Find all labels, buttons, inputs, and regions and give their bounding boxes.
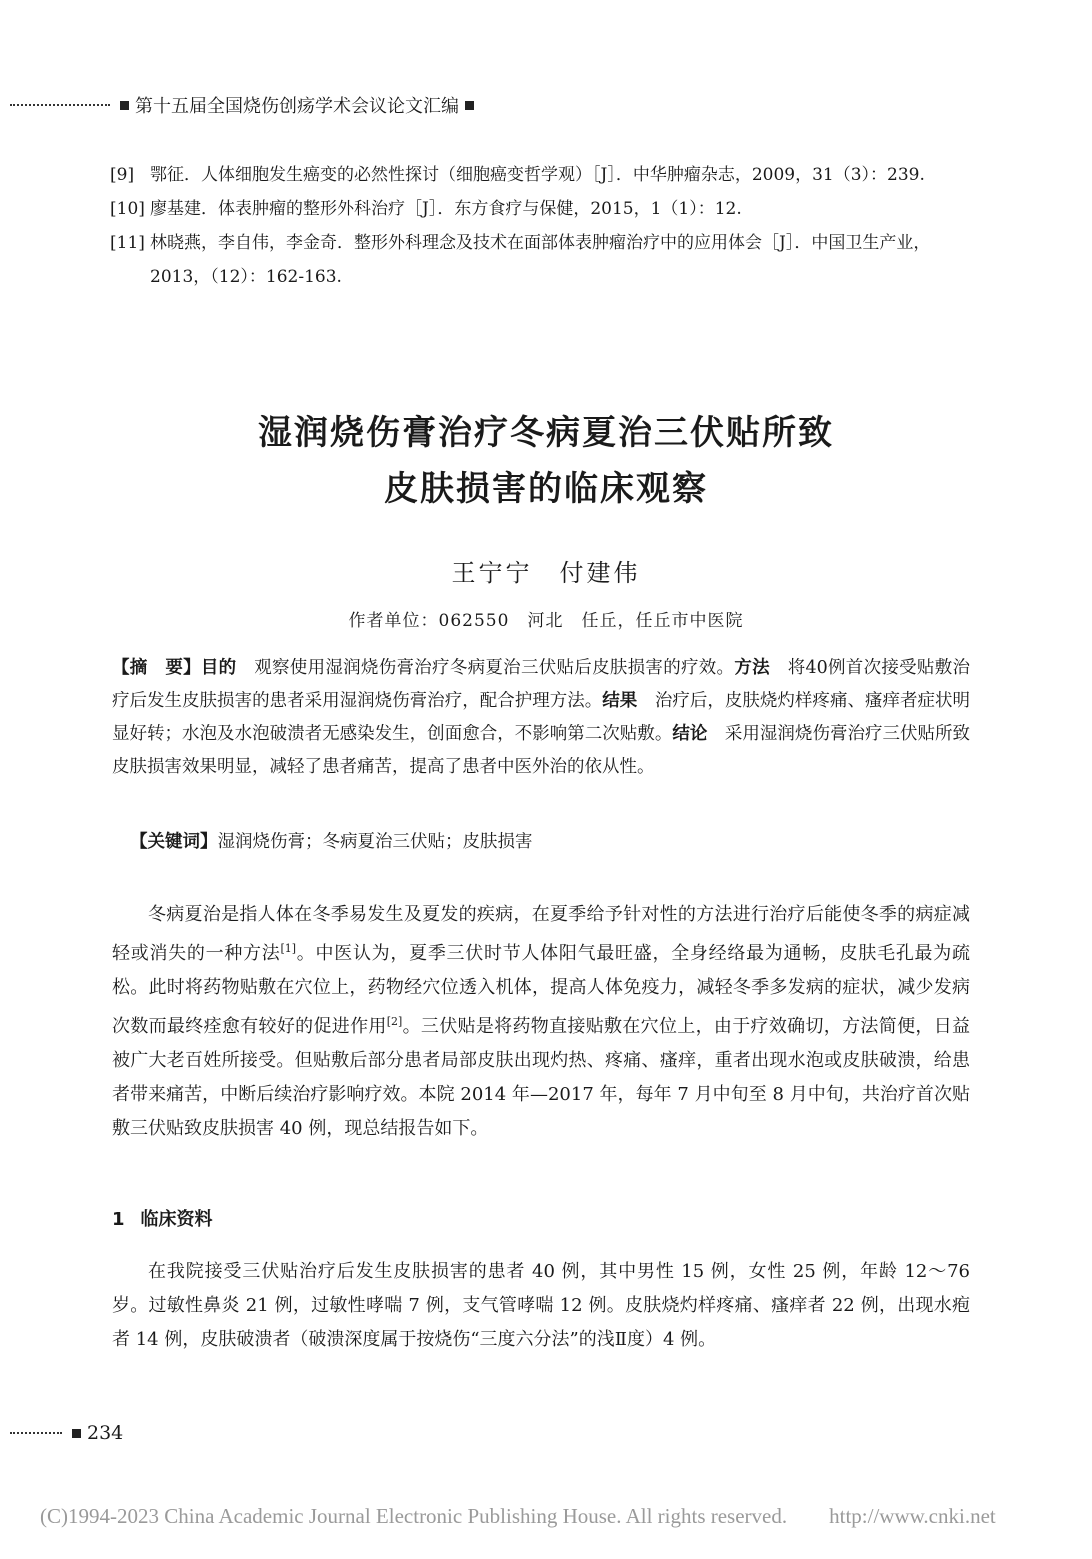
objective-text: 观察使用湿润烧伤膏治疗冬病夏治三伏贴后皮肤损害的疗效。 <box>254 658 735 678</box>
reference-text: 林晓燕，李自伟，李金奇．整形外科理念及技术在面部体表肿瘤治疗中的应用体会［J］．中国卫生产业，2013，（12）：162-163. <box>150 233 931 287</box>
running-header <box>10 92 480 118</box>
keywords-text: 湿润烧伤膏；冬病夏治三伏贴；皮肤损害 <box>217 832 533 852</box>
abstract <box>112 652 970 784</box>
section-heading <box>112 1205 229 1231</box>
keywords-label: 【关键词】 <box>130 832 218 852</box>
header-rule <box>10 104 110 106</box>
reference-number: [9] <box>110 165 135 185</box>
reference-number: [11] <box>110 233 145 253</box>
section-paragraph: 在我院接受三伏贴治疗后发生皮肤损害的患者 40 例，其中男性 15 例，女性 25 例，年龄 12～76 岁。过敏性鼻炎 21 例，过敏性哮喘 7 例，支气管哮喘 12 例。皮肤烧灼样疼痛、瘙痒者 22 例，出现水疱者 14 例，皮肤破溃者（破溃深度属于按烧伤“三度六分法”的浅Ⅱ度）4 例。 <box>112 1261 970 1350</box>
reference-item <box>110 158 970 192</box>
reference-item <box>110 192 970 226</box>
copyright-notice: (C)1994-2023 China Academic Journal Electronic Publishing House. All rights reserved. http://www.cnki.net <box>40 1504 996 1528</box>
intro-text: 。中医认为，夏季三伏时节人体阳气最旺盛，全身经络最为通畅，皮肤毛孔最为疏松。此时将药物贴敷在穴位上，药物经穴位透入机体，提高人体免疫力，减轻冬季多发病的症状，减少发病次数而最终痊愈有较好的促进作用 <box>112 943 970 1037</box>
conclusion-text: 采用湿润烧伤膏治疗三伏贴所致皮肤损害效果明显，减轻了患者痛苦，提高了患者中医外治的依从性。 <box>112 724 971 777</box>
abstract-label: 【摘 要】 <box>112 658 201 678</box>
reference-item <box>110 226 970 294</box>
methods-text: 将40例首次接受贴敷治疗后发生皮肤损害的患者采用湿润烧伤膏治疗，配合护理方法。 <box>112 658 970 711</box>
results-label: 结果 <box>602 691 638 711</box>
running-title: 第十五届全国烧伤创疡学术会议论文汇编 <box>135 96 459 117</box>
reference-text: 廖基建．体表肿瘤的整形外科治疗［J］．东方食疗与保健，2015，1（1）：12. <box>150 199 742 219</box>
introduction <box>112 898 970 1146</box>
square-bullet-icon <box>465 101 474 110</box>
objective-label: 目的 <box>200 658 237 678</box>
conclusion-label: 结论 <box>672 724 708 744</box>
author-list: 王宁宁 付建伟 <box>451 559 641 587</box>
reference-list <box>110 158 970 294</box>
square-bullet-icon <box>72 1429 81 1438</box>
title-line: 皮肤损害的临床观察 <box>384 469 708 509</box>
citation: [1] <box>280 942 297 955</box>
title-line: 湿润烧伤膏治疗冬病夏治三伏贴所致 <box>258 413 834 453</box>
footer-rule <box>10 1432 62 1434</box>
reference-text: 鄂征．人体细胞发生癌变的必然性探讨（细胞癌变哲学观）［J］．中华肿瘤杂志，2009，31（3）：239. <box>150 165 925 185</box>
square-bullet-icon <box>120 101 129 110</box>
results-text: 治疗后，皮肤烧灼样疼痛、瘙痒者症状明显好转；水泡及水泡破溃者无感染发生，创面愈合，不影响第二次贴敷。 <box>112 691 971 744</box>
article-title <box>0 405 1092 517</box>
page-footer <box>10 1422 123 1444</box>
page-number: 234 <box>87 1422 124 1444</box>
author-affiliation: 作者单位：062550 河北 任丘，任丘市中医院 <box>348 611 744 631</box>
methods-label: 方法 <box>734 658 770 678</box>
section-body <box>112 1255 970 1357</box>
intro-paragraph <box>112 898 970 1146</box>
keywords <box>130 828 533 853</box>
citation: [2] <box>386 1015 403 1028</box>
reference-number: [10] <box>110 199 145 219</box>
section-number: 1 <box>112 1209 125 1230</box>
intro-text: 。三伏贴是将药物直接贴敷在穴位上，由于疗效确切，方法简便，日益被广大老百姓所接受。但贴敷后部分患者局部皮肤出现灼热、疼痛、瘙痒，重者出现水泡或皮肤破溃，给患者带来痛苦，中断后续治疗影响疗效。本院 2014 年—2017 年，每年 7 月中旬至 8 月中旬，共治疗首次贴敷三伏贴致皮肤损害 40 例，现总结报告如下。 <box>112 1016 971 1139</box>
section-title: 临床资料 <box>140 1209 213 1230</box>
intro-text: 冬病夏治是指人体在冬季易发生及夏发的疾病，在夏季给予针对性的方法进行治疗后能使冬季的病症减轻或消失的一种方法 <box>112 904 970 964</box>
